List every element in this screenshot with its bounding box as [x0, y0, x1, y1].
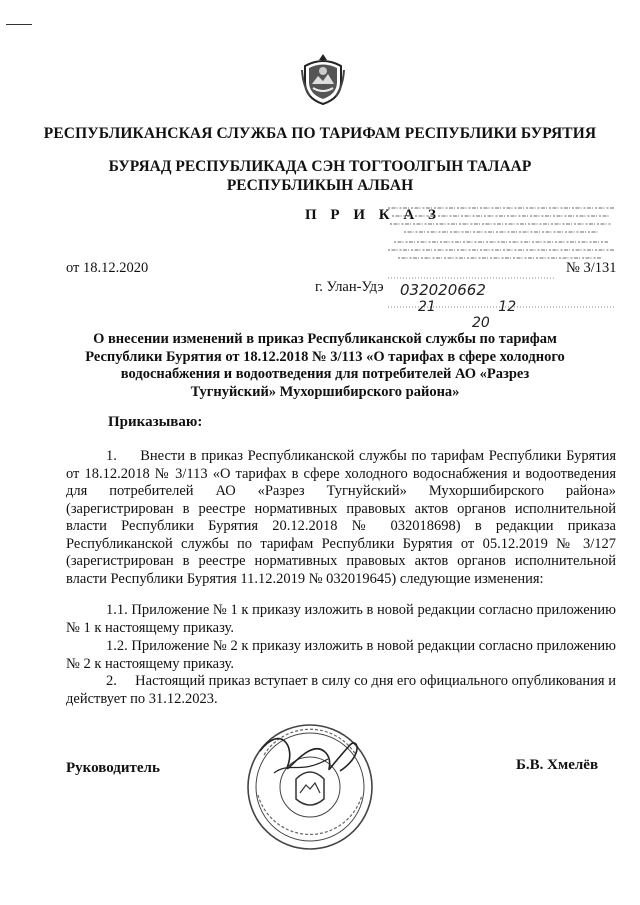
- organization-name-russian: РЕСПУБЛИКАНСКАЯ СЛУЖБА ПО ТАРИФАМ РЕСПУБЛИКИ БУРЯТИЯ: [43, 125, 597, 142]
- signatory-title: Руководитель: [66, 760, 160, 776]
- registration-year: 20: [472, 315, 490, 331]
- top-margin-mark: [6, 24, 32, 25]
- paragraph-2-number: 2.: [106, 673, 117, 689]
- order-number: № 3/131: [566, 260, 617, 276]
- registration-month: 12: [498, 299, 517, 315]
- paragraph-1-2-text: 1.2. Приложение № 2 к приказу изложить в новой редакции согласно приложению № 2 к настоящему приказу.: [66, 638, 616, 672]
- paragraph-1: [66, 448, 616, 588]
- official-seal-and-signature: [240, 715, 380, 855]
- order-directive-word: Приказываю:: [108, 414, 203, 430]
- registration-date-handwritten: [410, 299, 600, 331]
- order-date: от 18.12.2020: [66, 260, 149, 276]
- registration-number-handwritten: 032020662: [400, 281, 486, 299]
- paragraph-2-text: Настоящий приказ вступает в силу со дня его официального опубликования и действует по 31.12.2023.: [66, 673, 616, 707]
- paragraph-1-1-text: 1.1. Приложение № 1 к приказу изложить в новой редакции согласно приложению № 1 к настоящему приказу.: [66, 602, 616, 636]
- paragraph-1-text: Внести в приказ Республиканской службы по тарифам Республики Бурятия от 18.12.2018 № 3/113 «О тарифах в сфере холодного водоснабжения и водоотведения для потребителей АО «Разрез Тугнуйский» Мухоршибирского района» (зарегистрирован в реестре нормативных правовых актов органов исполнительной власти Республики Бурятия 20.12.2018 № 032018698) в редакции приказа Республиканской службы по тарифам Республики Бурятия от 05.12.2019 № 3/127 (зарегистрирован в реестре нормативных правовых актов органов исполнительной власти Республики Бурятия 11.12.2019 № 032019645) следующие изменения:: [66, 448, 617, 587]
- organization-name-buryat-line-1: БУРЯАД РЕСПУБЛИКАДА СЭН ТОГТООЛГЫН ТАЛААР: [108, 158, 532, 175]
- signatory-name: Б.В. Хмелёв: [516, 757, 599, 773]
- paragraph-2: [66, 673, 616, 708]
- document-type: П Р И К А З: [305, 207, 441, 223]
- paragraph-1-2: [66, 638, 616, 673]
- paragraph-1-1: [66, 602, 616, 637]
- order-city: г. Улан-Удэ: [315, 279, 384, 295]
- order-subject-title: О внесении изменений в приказ Республиканской службы по тарифам Республики Бурятия от 18.12.2018 № 3/113 «О тарифах в сфере холодного водоснабжения и водоотведения для потребителей АО «Разрез Тугнуйский» Мухоршибирского района»: [85, 331, 565, 400]
- registration-day: 21: [418, 299, 436, 315]
- organization-name-buryat: [0, 157, 640, 195]
- organization-name-buryat-line-2: РЕСПУБЛИКЫН АЛБАН: [226, 177, 414, 194]
- coat-of-arms-emblem: [300, 52, 346, 106]
- paragraph-1-number: 1.: [106, 448, 117, 464]
